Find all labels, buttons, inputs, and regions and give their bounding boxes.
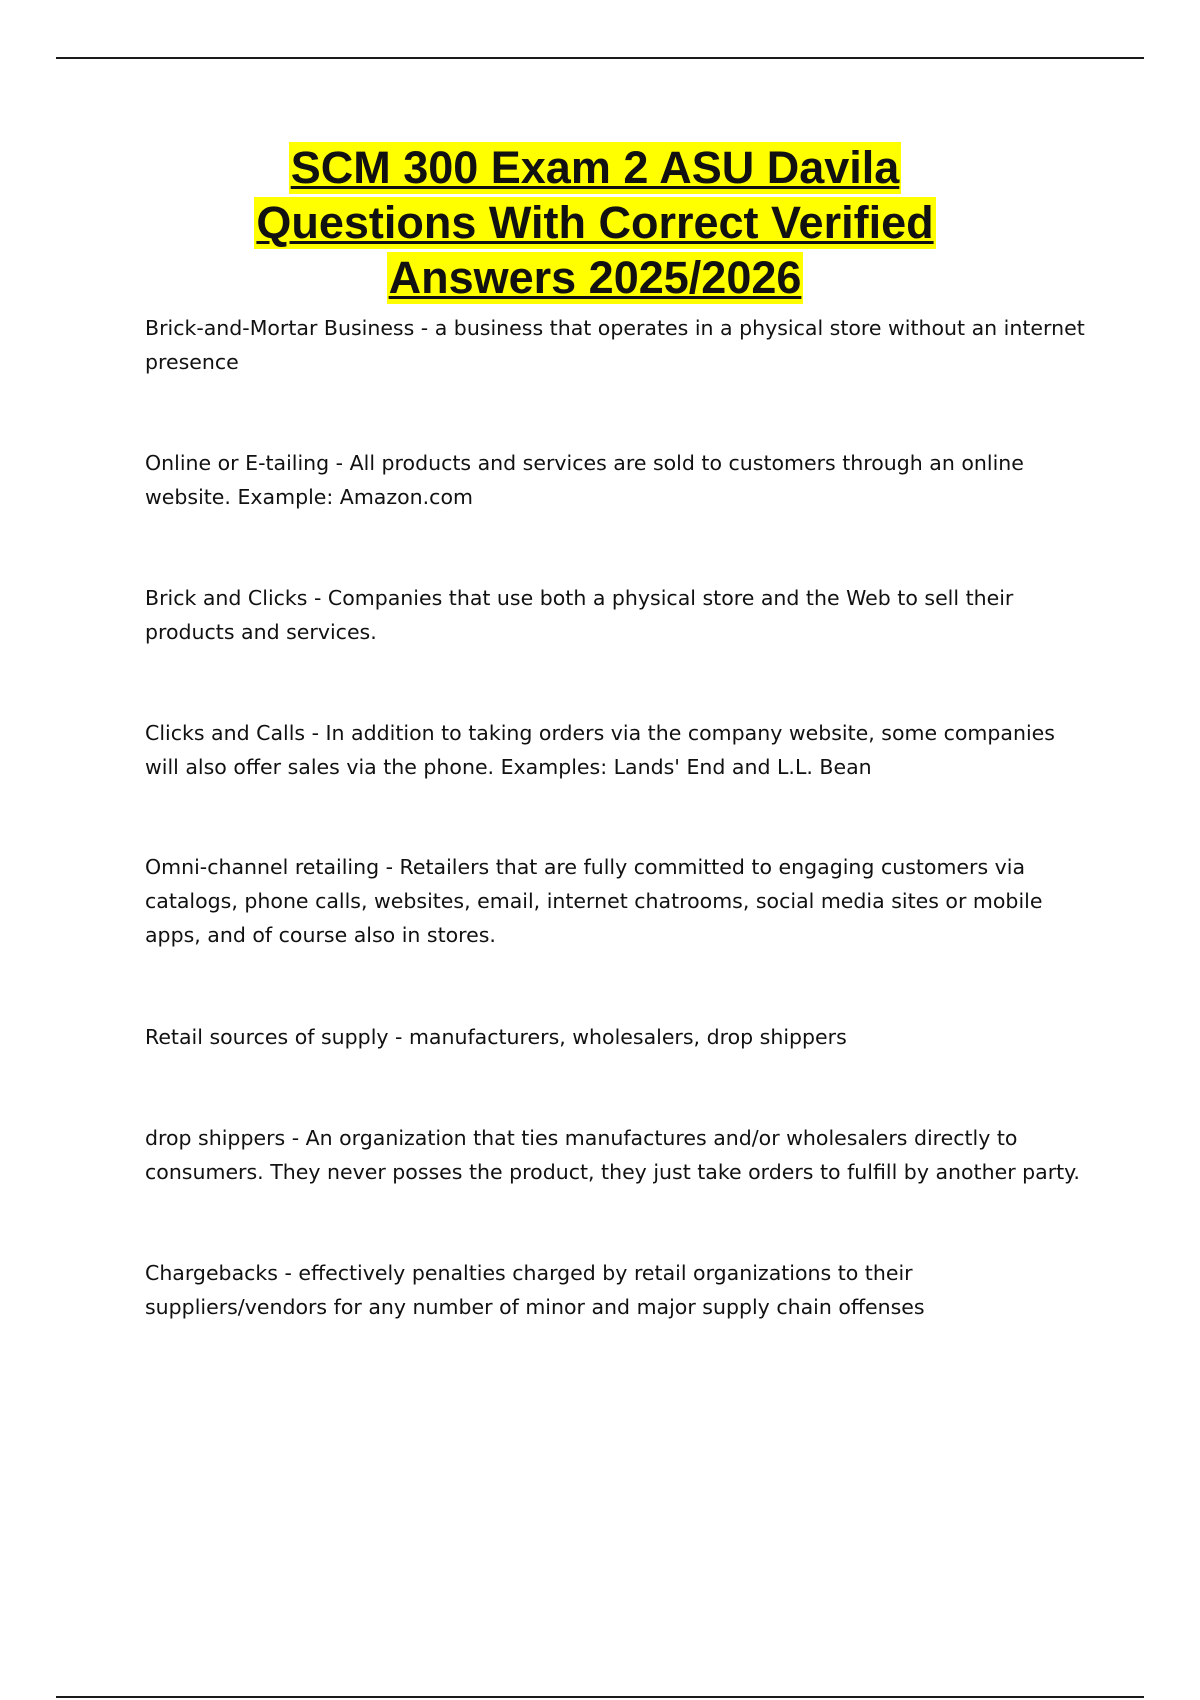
term-entry-clicks-and-calls: Clicks and Calls - In addition to taking orders via the company website, some companies will also offer sales via the phone. Examples: Lands' End and L.L. Bean [145, 721, 1055, 779]
term-entry-brick-and-clicks: Brick and Clicks - Companies that use both a physical store and the Web to sell their products and services. [145, 586, 1014, 644]
term-entry-omni-channel: Omni-channel retailing - Retailers that are fully committed to engaging customers via catalogs, phone calls, websites, email, internet chatrooms, social media sites or mobile apps, and of course also in stores. [145, 855, 1043, 947]
bottom-rule [56, 1696, 1144, 1698]
title-line-2: Questions With Correct Verified [256, 197, 934, 248]
term-entry-retail-sources: Retail sources of supply - manufacturers, wholesalers, drop shippers [145, 1025, 847, 1049]
title-line-1: SCM 300 Exam 2 ASU Davila [290, 142, 900, 193]
term-entry-online-etailing: Online or E-tailing - All products and services are sold to customers through an online website. Example: Amazon.com [145, 451, 1024, 509]
title-line-3: Answers 2025/2026 [388, 252, 802, 303]
term-entry-brick-and-mortar: Brick-and-Mortar Business - a business that operates in a physical store without an internet presence [145, 316, 1085, 374]
document-title [0, 142, 1190, 307]
term-entry-chargebacks: Chargebacks - effectively penalties charged by retail organizations to their suppliers/vendors for any number of minor and major supply chain offenses [145, 1261, 925, 1319]
top-rule [56, 57, 1144, 59]
term-entry-drop-shippers: drop shippers - An organization that ties manufactures and/or wholesalers directly to consumers. They never posses the product, they just take orders to fulfill by another party. [145, 1126, 1080, 1184]
